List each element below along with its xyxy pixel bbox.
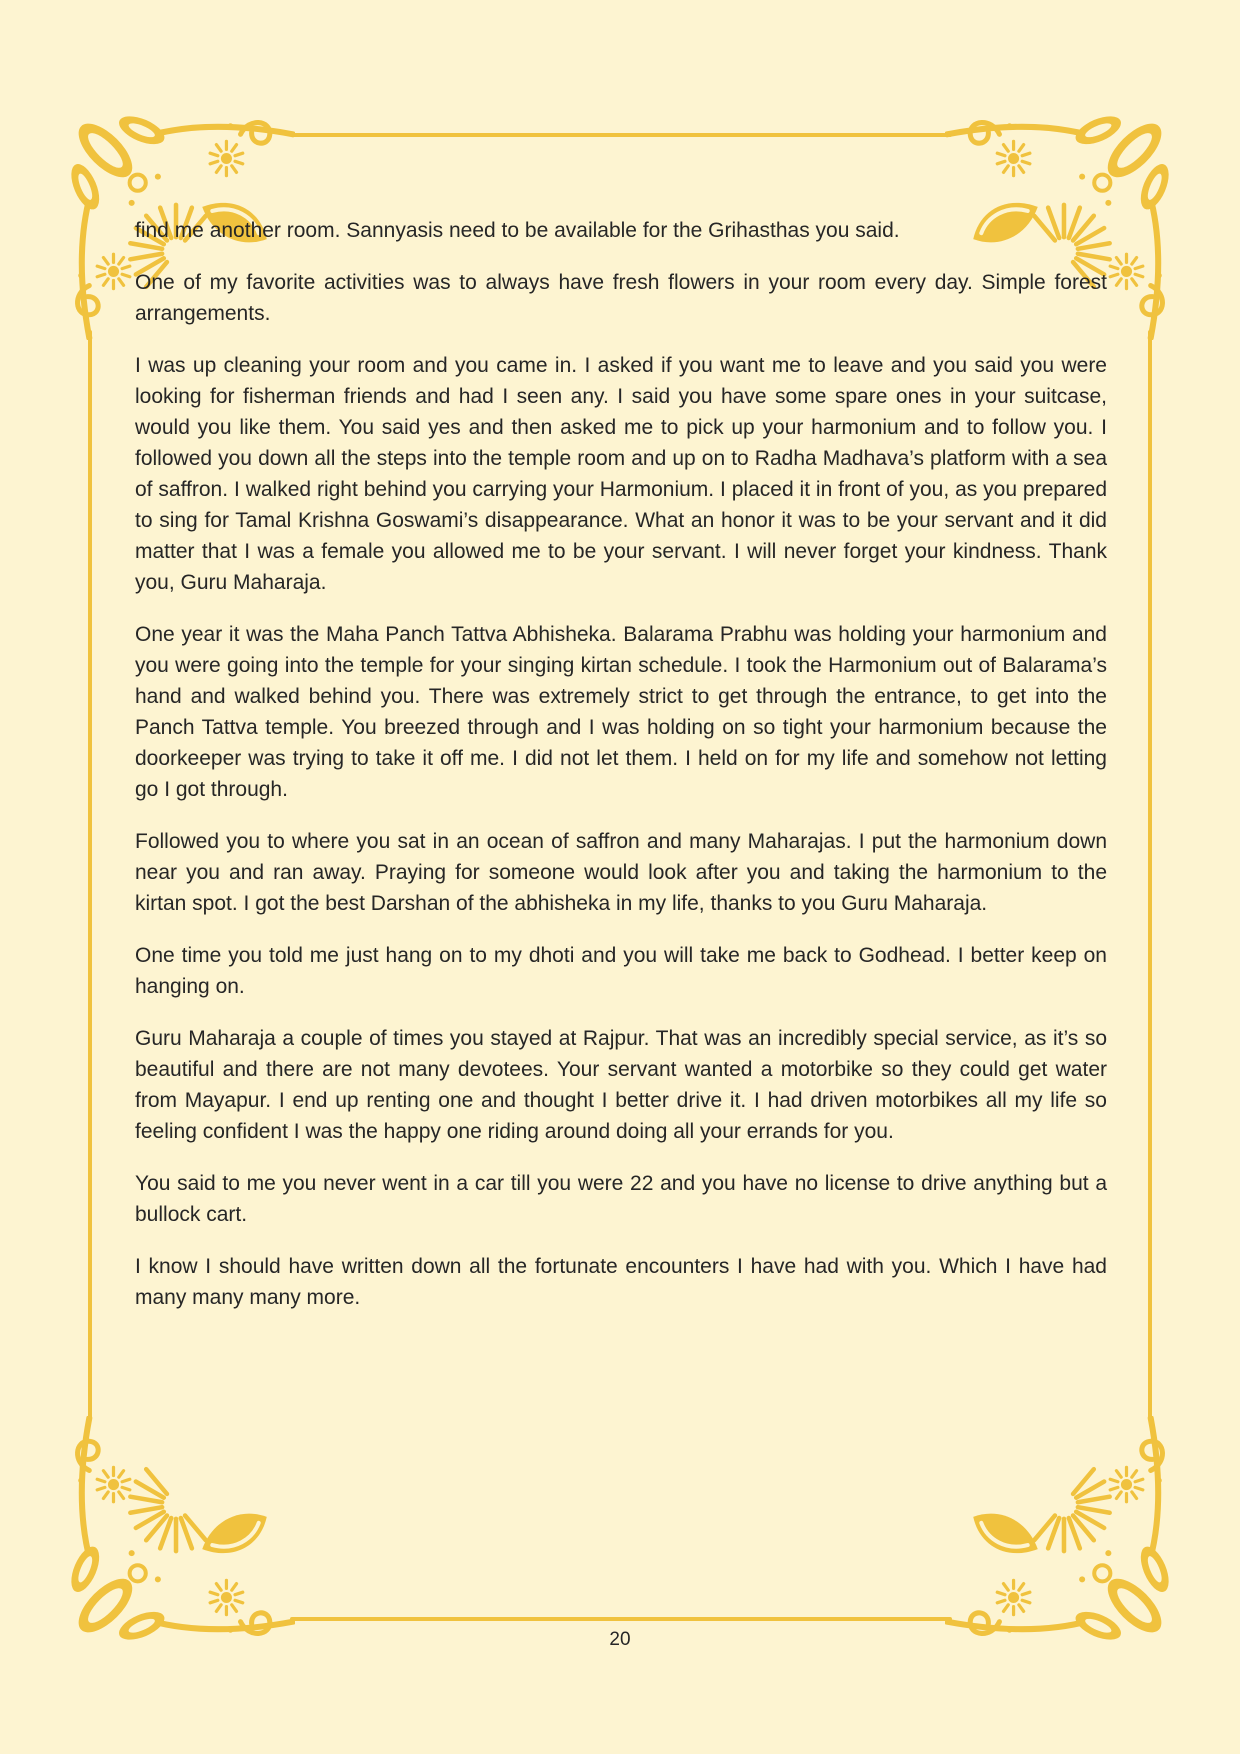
paragraph: One year it was the Maha Panch Tattva Abhisheka. Balarama Prabhu was holding your harmonium and you were going into the temple for your singing kirtan schedule. I took the Harmonium out of Balarama’s hand and walked behind you. There was extremely strict to get through the entrance, to get into the Panch Tattva temple. You breezed through and I was holding on so tight your harmonium because the doorkeeper was trying to take it off me. I did not let them. I held on for my life and somehow not letting go I got through. [135,623,1107,801]
paragraph: find me another room. Sannyasis need to be available for the Grihasthas you said. [135,219,900,242]
paragraph: Followed you to where you sat in an ocean of saffron and many Maharajas. I put the harmonium down near you and ran away. Praying for someone would look after you and taking the harmonium to the kirtan spot. I got the best Darshan of the abhisheka in my life, thanks to you Guru Maharaja. [135,830,1107,915]
border-line-left [88,330,92,1420]
paragraph: Guru Maharaja a couple of times you stayed at Rajpur. That was an incredibly special service, as it’s so beautiful and there are not many devotees. Your servant wanted a motorbike so they could get water from Mayapur. I end up renting one and thought I better drive it. I had driven motorbikes all my life so feeling confident I was the happy one riding around doing all your errands for you. [135,1027,1107,1143]
border-line-top [290,133,952,137]
floral-corner-ornament-bottom-right-icon [945,1416,1187,1658]
paragraph: I know I should have written down all the fortunate encounters I have had with you. Which I have had many many many more. [135,1255,1107,1309]
floral-corner-ornament-bottom-left-icon [53,1416,295,1658]
page-number: 20 [609,1629,631,1650]
border-line-right [1148,330,1152,1420]
paragraph: You said to me you never went in a car till you were 22 and you have no license to drive anything but a bullock cart. [135,1172,1107,1226]
paragraph: One of my favorite activities was to always have fresh flowers in your room every day. Simple forest arrangements. [135,271,1107,325]
page-content [135,215,1107,1334]
paragraph: One time you told me just hang on to my dhoti and you will take me back to Godhead. I better keep on hanging on. [135,944,1107,998]
border-line-bottom [290,1617,952,1621]
paragraph: I was up cleaning your room and you came in. I asked if you want me to leave and you said you were looking for fisherman friends and had I seen any. I said you have some spare ones in your suitcase, would you like them. You said yes and then asked me to pick up your harmonium and to follow you. I followed you down all the steps into the temple room and up on to Radha Madhava’s platform with a sea of saffron. I walked right behind you carrying your Harmonium. I placed it in front of you, as you prepared to sing for Tamal Krishna Goswami’s disappearance. What an honor it was to be your servant and it did matter that I was a female you allowed me to be your servant. I will never forget your kindness. Thank you, Guru Maharaja. [135,354,1107,594]
